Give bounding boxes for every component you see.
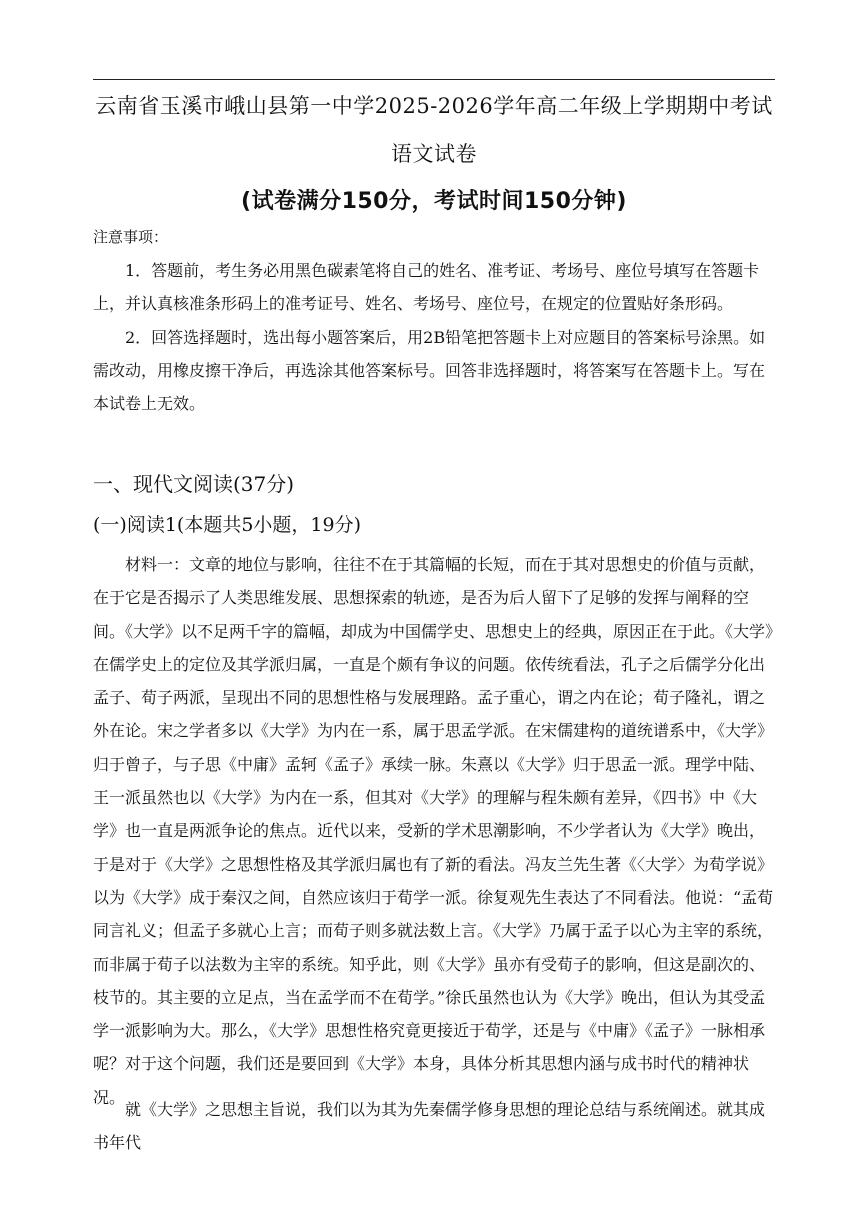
header-rule: [93, 79, 775, 80]
exam-subject: 语文试卷: [391, 142, 477, 166]
material-paragraph-1: 材料一：文章的地位与影响，往往不在于其篇幅的长短，而在于其对思想史的价值与贡献，在于它是否揭示了人类思维发展、思想探索的轨迹，是否为后人留下了足够的发挥与阐释的空间。《大学》以不足两千字的篇幅，却成为中国儒学史、思想史上的经典，原因正在于此。《大学》在儒学史上的定位及其学派归属，一直是个颇有争议的问题。依传统看法，孔子之后儒学分化出孟子、荀子两派，呈现出不同的思想性格与发展理路。孟子重心，谓之内在论；荀子隆礼，谓之外在论。宋之学者多以《大学》为内在一系，属于思孟学派。在宋儒建构的道统谱系中，《大学》归于曾子，与子思《中庸》孟轲《孟子》承续一脉。朱熹以《大学》归于思孟一派。理学中陆、王一派虽然也以《大学》为内在一系，但其对《大学》的理解与程朱颇有差异，《四书》中《大学》也一直是两派争论的焦点。近代以来，受新的学术思潮影响，不少学者认为《大学》晚出，于是对于《大学》之思想性格及其学派归属也有了新的看法。冯友兰先生著《〈大学〉为荀学说》以为《大学》成于秦汉之间，自然应该归于荀学一派。徐复观先生表达了不同看法。他说：“孟荀同言礼义；但孟子多就心上言；而荀子则多就法数上言。《大学》乃属于孟子以心为主宰的系统，而非属于荀子以法数为主宰的系统。知乎此，则《大学》虽亦有受荀子的影响，但这是副次的、枝节的。其主要的立足点，当在孟学而不在荀学。”徐氏虽然也认为《大学》晚出，但认为其受孟学一派影响为大。那么，《大学》思想性格究竟更接近于荀学，还是与《中庸》《孟子》一脉相承呢？对于这个问题，我们还是要回到《大学》本身，具体分析其思想内涵与成书时代的精神状况。: [93, 555, 774, 1107]
notice-heading: 注意事项：: [93, 228, 169, 246]
subsection-heading: (一)阅读1(本题共5小题，19分): [93, 514, 362, 536]
exam-title: 云南省玉溪市峨山县第一中学2025-2026学年高二年级上学期期中考试: [95, 94, 773, 118]
material-paragraph-2: 就《大学》之思想主旨说，我们以为其为先秦儒学修身思想的理论总结与系统阐述。就其成书年代: [93, 1100, 766, 1153]
notice-item-2: 2．回答选择题时，选出每小题答案后，用2B铅笔把答题卡上对应题目的答案标号涂黑。如需改动，用橡皮擦干净后，再选涂其他答案标号。回答非选择题时，将答案写在答题卡上。写在本试卷上无效。: [93, 328, 766, 413]
exam-meta: (试卷满分150分，考试时间150分钟): [241, 189, 627, 214]
notice-item-1: 1．答题前，考生务必用黑色碳素笔将自己的姓名、准考证、考场号、座位号填写在答题卡上，并认真核准条形码上的准考证号、姓名、考场号、座位号，在规定的位置贴好条形码。: [93, 261, 760, 313]
section-heading: 一、现代文阅读(37分): [93, 472, 295, 496]
